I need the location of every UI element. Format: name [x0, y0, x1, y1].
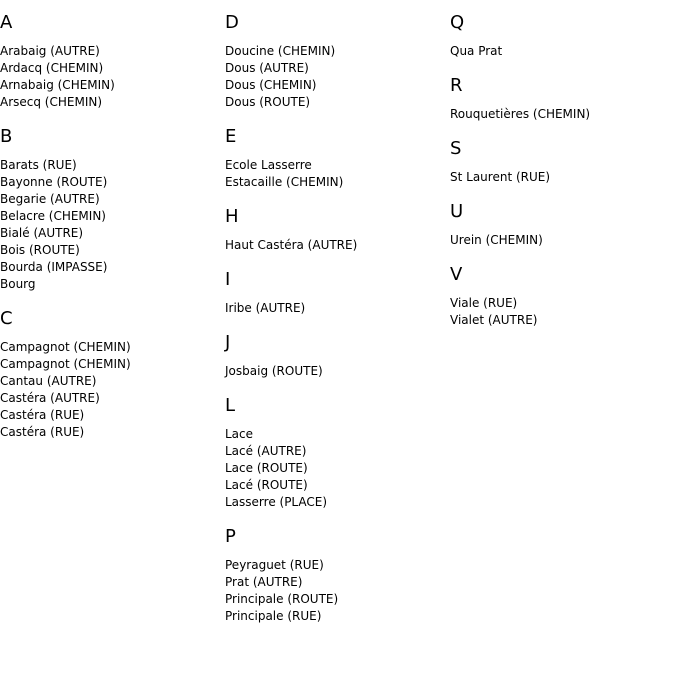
- letter-group-u: [450, 201, 675, 249]
- street-list: [450, 43, 675, 60]
- street-list: [0, 43, 225, 111]
- letter-group-v: [450, 264, 675, 329]
- street-link[interactable]: Ecole Lasserre: [225, 158, 312, 172]
- letter-group-a: [0, 12, 225, 111]
- street-link[interactable]: Bayonne (ROUTE): [0, 175, 108, 189]
- street-link[interactable]: Principale (ROUTE): [225, 592, 339, 606]
- street-list: [225, 557, 450, 625]
- letter-heading: J: [225, 332, 231, 353]
- street-link[interactable]: Dous (ROUTE): [225, 95, 311, 109]
- street-list: [450, 169, 675, 186]
- street-link[interactable]: Arabaig (AUTRE): [0, 44, 100, 58]
- street-link[interactable]: Bialé (AUTRE): [0, 226, 84, 240]
- street-link[interactable]: Castéra (AUTRE): [0, 391, 100, 405]
- street-link[interactable]: Viale (RUE): [450, 296, 518, 310]
- street-link[interactable]: Begarie (AUTRE): [0, 192, 100, 206]
- street-link[interactable]: Doucine (CHEMIN): [225, 44, 336, 58]
- index-column-2: [225, 12, 450, 640]
- street-link[interactable]: Dous (CHEMIN): [225, 78, 317, 92]
- street-link[interactable]: Dous (AUTRE): [225, 61, 309, 75]
- letter-group-e: [225, 126, 450, 191]
- street-link[interactable]: Lacé (ROUTE): [225, 478, 308, 492]
- letter-group-c: [0, 308, 225, 441]
- street-list: [225, 300, 450, 317]
- letter-group-b: [0, 126, 225, 293]
- letter-heading: U: [450, 201, 464, 222]
- street-link[interactable]: Josbaig (ROUTE): [225, 364, 323, 378]
- street-list: [225, 363, 450, 380]
- letter-heading: R: [450, 75, 463, 96]
- letter-heading: D: [225, 12, 239, 33]
- street-link[interactable]: Iribe (AUTRE): [225, 301, 306, 315]
- street-list: [450, 232, 675, 249]
- street-link[interactable]: Estacaille (CHEMIN): [225, 175, 344, 189]
- letter-group-l: [225, 395, 450, 511]
- letter-heading: B: [0, 126, 13, 147]
- street-link[interactable]: St Laurent (RUE): [450, 170, 551, 184]
- letter-group-i: [225, 269, 450, 317]
- letter-heading: Q: [450, 12, 465, 33]
- street-link[interactable]: Arnabaig (CHEMIN): [0, 78, 115, 92]
- street-list: [0, 157, 225, 293]
- street-list: [450, 295, 675, 329]
- street-link[interactable]: Peyraguet (RUE): [225, 558, 324, 572]
- letter-heading: S: [450, 138, 462, 159]
- street-link[interactable]: Campagnot (CHEMIN): [0, 340, 131, 354]
- street-link[interactable]: Castéra (RUE): [0, 408, 85, 422]
- street-link[interactable]: Qua Prat: [450, 44, 503, 58]
- street-link[interactable]: Cantau (AUTRE): [0, 374, 97, 388]
- street-link[interactable]: Lasserre (PLACE): [225, 495, 328, 509]
- street-link[interactable]: Ardacq (CHEMIN): [0, 61, 104, 75]
- street-link[interactable]: Urein (CHEMIN): [450, 233, 543, 247]
- letter-group-p: [225, 526, 450, 625]
- street-link[interactable]: Bois (ROUTE): [0, 243, 80, 257]
- street-link[interactable]: Lace (ROUTE): [225, 461, 308, 475]
- street-link[interactable]: Campagnot (CHEMIN): [0, 357, 131, 371]
- letter-group-r: [450, 75, 675, 123]
- street-link[interactable]: Arsecq (CHEMIN): [0, 95, 103, 109]
- street-list: [225, 426, 450, 511]
- letter-heading: L: [225, 395, 236, 416]
- street-list: [225, 157, 450, 191]
- street-link[interactable]: Castéra (RUE): [0, 425, 85, 439]
- letter-group-j: [225, 332, 450, 380]
- letter-group-h: [225, 206, 450, 254]
- street-link[interactable]: Rouquetières (CHEMIN): [450, 107, 591, 121]
- index-column-1: [0, 12, 225, 456]
- letter-heading: H: [225, 206, 239, 227]
- street-link[interactable]: Bourda (IMPASSE): [0, 260, 108, 274]
- letter-group-q: [450, 12, 675, 60]
- letter-group-s: [450, 138, 675, 186]
- letter-heading: E: [225, 126, 237, 147]
- letter-heading: P: [225, 526, 236, 547]
- letter-group-d: [225, 12, 450, 111]
- street-list: [225, 237, 450, 254]
- street-link[interactable]: Lacé (AUTRE): [225, 444, 307, 458]
- street-link[interactable]: Lace: [225, 427, 254, 441]
- street-link[interactable]: Vialet (AUTRE): [450, 313, 538, 327]
- letter-heading: A: [0, 12, 13, 33]
- street-list: [225, 43, 450, 111]
- street-list: [450, 106, 675, 123]
- letter-heading: C: [0, 308, 13, 329]
- street-link[interactable]: Barats (RUE): [0, 158, 77, 172]
- index-column-3: [450, 12, 675, 344]
- street-link[interactable]: Prat (AUTRE): [225, 575, 303, 589]
- letter-heading: V: [450, 264, 463, 285]
- street-link[interactable]: Principale (RUE): [225, 609, 322, 623]
- letter-heading: I: [225, 269, 231, 290]
- street-list: [0, 339, 225, 441]
- street-link[interactable]: Belacre (CHEMIN): [0, 209, 106, 223]
- street-link[interactable]: Bourg: [0, 277, 36, 291]
- street-link[interactable]: Haut Castéra (AUTRE): [225, 238, 358, 252]
